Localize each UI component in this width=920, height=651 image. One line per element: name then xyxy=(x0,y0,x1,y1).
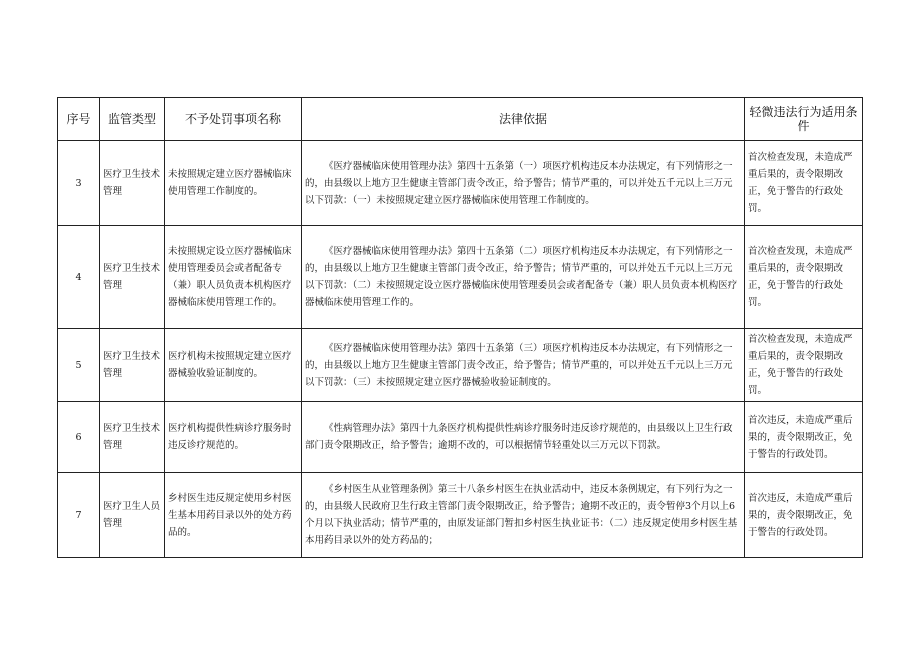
legal-basis-cell: 《性病管理办法》第四十九条医疗机构提供性病诊疗服务时违反诊疗规范的，由县级以上卫生行政部门责令限期改正，给予警告；逾期不改的，可以根据情节轻重处以三万元以下罚款。 xyxy=(302,402,745,473)
regulation-table xyxy=(57,97,863,558)
applicable-condition-cell: 首次检查发现，未造成严重后果的，责令限期改正，免于警告的行政处罚。 xyxy=(745,226,863,329)
header-legal-basis: 法律依据 xyxy=(302,98,745,141)
header-applicable-condition: 轻微违法行为适用条件 xyxy=(745,98,863,141)
serial-no-cell: 5 xyxy=(58,329,100,402)
legal-basis-cell: 《医疗器械临床使用管理办法》第四十五条第（一）项医疗机构违反本办法规定，有下列情形之一的，由县级以上地方卫生健康主管部门责令改正，给予警告；情节严重的，可以并处五千元以上三万元以下罚款：（一）未按照规定建立医疗器械临床使用管理工作制度的。 xyxy=(302,141,745,226)
applicable-condition-cell: 首次检查发现，未造成严重后果的，责令限期改正，免于警告的行政处罚。 xyxy=(745,141,863,226)
table-row xyxy=(58,402,863,473)
legal-basis-cell: 《医疗器械临床使用管理办法》第四十五条第（三）项医疗机构违反本办法规定，有下列情形之一的，由县级以上地方卫生健康主管部门责令改正，给予警告；情节严重的，可以并处五千元以上三万元以下罚款：（三）未按照规定建立医疗器械验收验证制度的。 xyxy=(302,329,745,402)
supervision-type-cell: 医疗卫生技术管理 xyxy=(100,226,165,329)
serial-no-cell: 4 xyxy=(58,226,100,329)
table-row xyxy=(58,226,863,329)
supervision-type-cell: 医疗卫生人员管理 xyxy=(100,473,165,558)
legal-basis-cell: 《医疗器械临床使用管理办法》第四十五条第（二）项医疗机构违反本办法规定，有下列情形之一的，由县级以上地方卫生健康主管部门责令改正，给予警告；情节严重的，可以并处五千元以上三万元以下罚款：（二）未按照规定设立医疗器械临床使用管理委员会或者配备专（兼）职人员负责本机构医疗器械临床使用管理工作的。 xyxy=(302,226,745,329)
serial-no-cell: 7 xyxy=(58,473,100,558)
exemption-item-cell: 未按照规定设立医疗器械临床使用管理委员会或者配备专（兼）职人员负责本机构医疗器械临床使用管理工作的。 xyxy=(165,226,302,329)
supervision-type-cell: 医疗卫生技术管理 xyxy=(100,329,165,402)
serial-no-cell: 6 xyxy=(58,402,100,473)
header-serial-no: 序号 xyxy=(58,98,100,141)
supervision-type-cell: 医疗卫生技术管理 xyxy=(100,402,165,473)
exemption-item-cell: 乡村医生违反规定使用乡村医生基本用药目录以外的处方药品的。 xyxy=(165,473,302,558)
exemption-item-cell: 医疗机构未按照规定建立医疗器械验收验证制度的。 xyxy=(165,329,302,402)
exemption-item-cell: 医疗机构提供性病诊疗服务时违反诊疗规范的。 xyxy=(165,402,302,473)
header-row xyxy=(58,98,863,141)
table-row xyxy=(58,141,863,226)
serial-no-cell: 3 xyxy=(58,141,100,226)
table-row xyxy=(58,329,863,402)
header-supervision-type: 监管类型 xyxy=(100,98,165,141)
supervision-type-cell: 医疗卫生技术管理 xyxy=(100,141,165,226)
applicable-condition-cell: 首次检查发现，未造成严重后果的，责令限期改正，免于警告的行政处罚。 xyxy=(745,329,863,402)
legal-basis-cell: 《乡村医生从业管理条例》第三十八条乡村医生在执业活动中，违反本条例规定，有下列行为之一的，由县级人民政府卫生行政主管部门责令限期改正，给予警告；逾期不改正的，责令暂停3个月以上6个月以下执业活动；情节严重的，由原发证部门暂扣乡村医生执业证书：（二）违反规定使用乡村医生基本用药目录以外的处方药品的； xyxy=(302,473,745,558)
table-row xyxy=(58,473,863,558)
header-exemption-item: 不予处罚事项名称 xyxy=(165,98,302,141)
applicable-condition-cell: 首次违反，未造成严重后果的，责令限期改正，免于警告的行政处罚。 xyxy=(745,473,863,558)
exemption-item-cell: 未按照规定建立医疗器械临床使用管理工作制度的。 xyxy=(165,141,302,226)
applicable-condition-cell: 首次违反，未造成严重后果的，责令限期改正，免于警告的行政处罚。 xyxy=(745,402,863,473)
